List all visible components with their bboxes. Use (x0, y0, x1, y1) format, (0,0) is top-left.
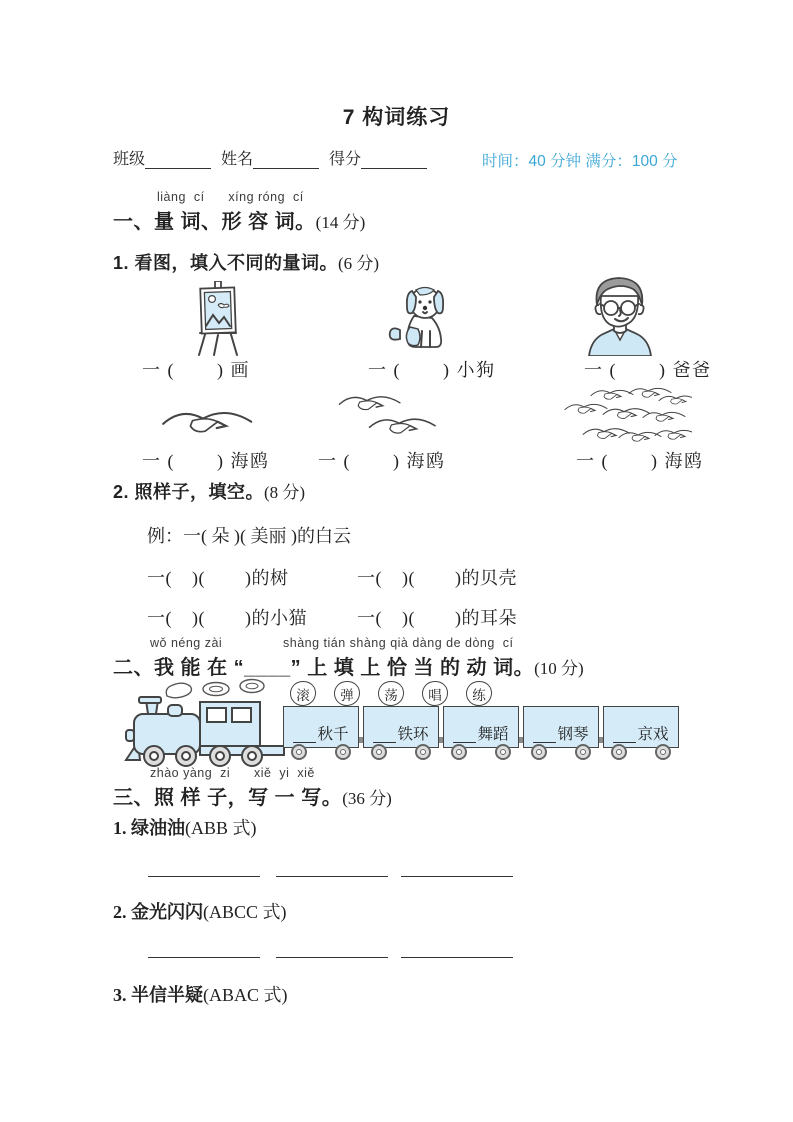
wheel-icon (371, 744, 387, 760)
wheel-icon (531, 744, 547, 760)
name-blank[interactable] (253, 150, 319, 169)
section-two-heading: 二、我 能 在 “____” 上 填 上 恰 当 的 动 词。(10 分) (113, 657, 584, 679)
score-label: 得分 (329, 151, 362, 168)
question-1-score: (6 分) (338, 254, 380, 273)
section-three-score: (36 分) (342, 789, 392, 808)
car-word-1: 秋千 (317, 726, 349, 743)
locomotive-illustration (124, 688, 286, 768)
seagull-caption-1[interactable]: 一 ( ) 海鸥 (142, 451, 270, 471)
car-blank-5[interactable] (613, 728, 636, 743)
easel-painting-illustration (192, 281, 244, 357)
section-one-score: (14 分) (315, 213, 366, 232)
name-label: 姓名 (221, 151, 254, 168)
pattern-suffix-abb: (ABB 式) (185, 818, 257, 838)
pattern-item-abcc: 2. 金光闪闪(ABCC 式) (113, 902, 287, 922)
car-blank-1[interactable] (293, 728, 316, 743)
question-1-text: 1. 看图，填入不同的量词。(6 分) (113, 253, 380, 273)
exam-meta: 时间：40 分钟 满分：100 分 (482, 153, 678, 170)
answer-line[interactable] (276, 864, 388, 877)
car-blank-3[interactable] (453, 728, 476, 743)
wheel-icon (415, 744, 431, 760)
wheel-icon (655, 744, 671, 760)
quantifier-caption-puppy[interactable]: 一 ( ) 小狗 (368, 360, 496, 380)
fill-blank-ear[interactable]: 一( )( )的耳朵 (357, 608, 517, 628)
fill-blank-tree[interactable]: 一( )( )的树 (147, 568, 289, 588)
example-line: 例：一( 朵 )( 美丽 )的白云 (147, 526, 351, 546)
quantifier-caption-father[interactable]: 一 ( ) 爸爸 (584, 360, 712, 380)
section-two-pinyin-right: shàng tián shàng qià dàng de dòng cí (283, 636, 514, 650)
section-two-pinyin-left: wǒ néng zài (150, 636, 223, 650)
car-word-5: 京戏 (637, 726, 669, 743)
class-blank[interactable] (145, 150, 211, 169)
student-info-row (113, 146, 427, 169)
seagull-caption-3[interactable]: 一 ( ) 海鸥 (576, 451, 704, 471)
class-label: 班级 (113, 151, 146, 168)
train-car-dance (443, 706, 519, 748)
pattern-suffix-abcc: (ABCC 式) (203, 902, 287, 922)
wheel-icon (611, 744, 627, 760)
question-2-text: 2. 照样子，填空。(8 分) (113, 482, 306, 502)
seagull-caption-2[interactable]: 一 ( ) 海鸥 (318, 451, 446, 471)
car-blank-2[interactable] (373, 728, 396, 743)
section-two-score: (10 分) (534, 659, 584, 678)
score-blank[interactable] (361, 150, 427, 169)
quantifier-caption-painting[interactable]: 一 ( ) 画 (142, 360, 250, 380)
car-word-3: 舞蹈 (477, 726, 509, 743)
wheel-icon (451, 744, 467, 760)
car-word-4: 钢琴 (557, 726, 589, 743)
verb-bubble-practice: 练 (466, 681, 492, 706)
train-car-piano (523, 706, 599, 748)
fill-blank-kitten[interactable]: 一( )( )的小猫 (147, 608, 307, 628)
answer-line[interactable] (401, 864, 513, 877)
answer-line[interactable] (148, 864, 260, 877)
two-seagulls-illustration (336, 390, 454, 448)
section-three-heading: 三、照 样 子，写 一 写。(36 分) (113, 787, 392, 809)
question-2-score: (8 分) (264, 483, 306, 502)
fill-blank-shell[interactable]: 一( )( )的贝壳 (357, 568, 517, 588)
wheel-icon (291, 744, 307, 760)
pattern-item-abb: 1. 绿油油(ABB 式) (113, 818, 257, 838)
father-illustration (581, 274, 659, 356)
train-car-opera (603, 706, 679, 748)
section-one-pinyin: liàng cí xíng róng cí (157, 190, 304, 204)
verb-bubble-roll: 滚 (290, 681, 316, 706)
wheel-icon (575, 744, 591, 760)
section-three-pinyin: zhào yàng zi xiě yi xiě (150, 766, 315, 780)
train-car-swing (283, 706, 359, 748)
puppy-illustration (383, 283, 465, 355)
car-blank-4[interactable] (533, 728, 556, 743)
page-title: 7 构词练习 (342, 106, 451, 129)
section-one-heading: 一、量 词、形 容 词。(14 分) (113, 211, 366, 233)
car-word-2: 铁环 (397, 726, 429, 743)
verb-bubble-swing: 荡 (378, 681, 404, 706)
wheel-icon (495, 744, 511, 760)
wheel-icon (335, 744, 351, 760)
answer-line[interactable] (276, 945, 388, 958)
verb-bubble-play: 弹 (334, 681, 360, 706)
answer-line[interactable] (401, 945, 513, 958)
verb-bubble-sing: 唱 (422, 681, 448, 706)
pattern-item-abac: 3. 半信半疑(ABAC 式) (113, 985, 288, 1005)
pattern-suffix-abac: (ABAC 式) (203, 985, 288, 1005)
answer-line[interactable] (148, 945, 260, 958)
one-seagull-illustration (157, 396, 259, 446)
train-car-hoop (363, 706, 439, 748)
